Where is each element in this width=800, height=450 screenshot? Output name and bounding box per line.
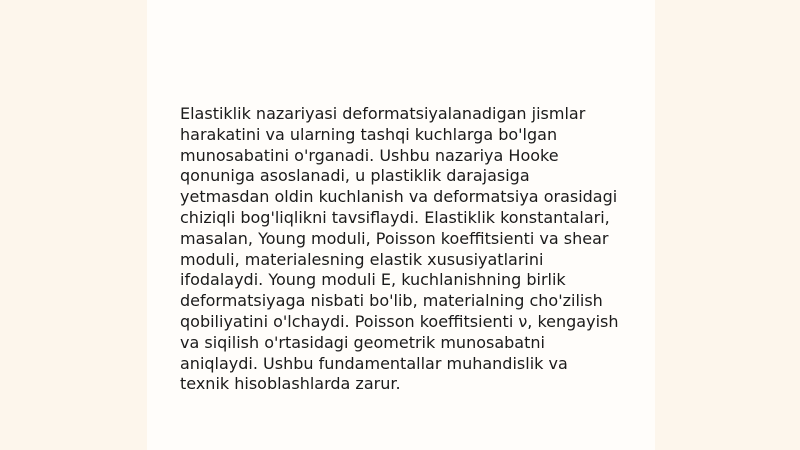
body-paragraph: Elastiklik nazariyasi deformatsiyalanadigan jismlar harakatini va ularning tashqi kuchlarga bo'lgan munosabatini o'rganadi. Ushbu nazariya Hooke qonuniga asoslanadi, u plastiklik darajasiga yetmasdan oldin kuchlanish va deformatsiya orasidagi chiziqli bog'liqlikni tavsiflaydi. Elastiklik konstantalari, masalan, Young moduli, Poisson koeffitsienti va shear moduli, materialesning elastik xususiyatlarini ifodalaydi. Young moduli E, kuchlanishning birlik deformatsiyaga nisbati bo'lib, materialning cho'zilish qobiliyatini o'lchaydi. Poisson koeffitsienti ν, kengayish va siqilish o'rtasidagi geometrik munosabatni aniqlaydi. Ushbu fundamentallar muhandislik va texnik hisoblashlarda zarur. [180,104,619,394]
document-page [147,0,655,450]
